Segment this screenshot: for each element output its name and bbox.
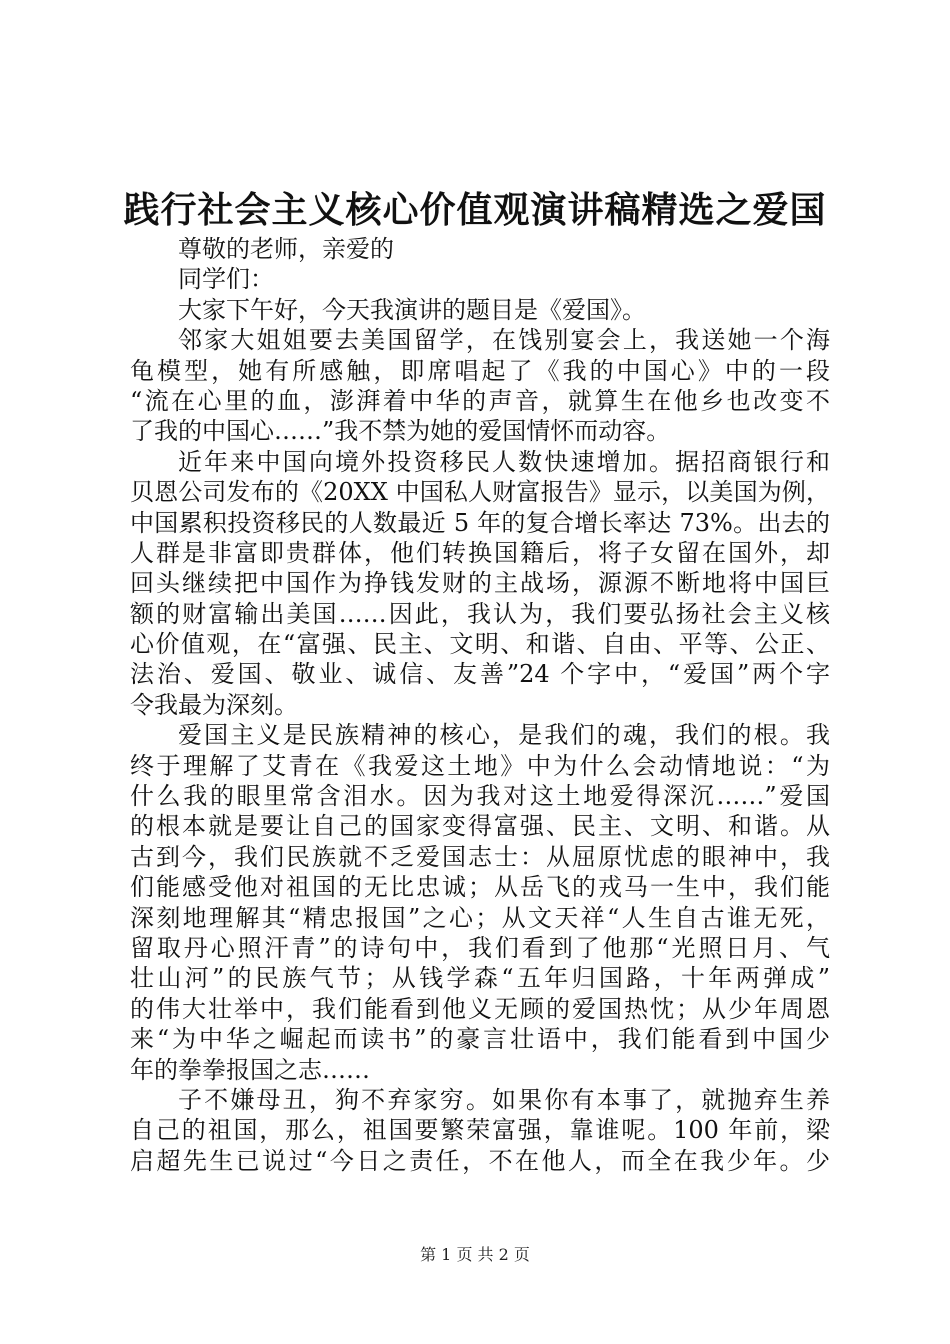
text-line: 古到今，我们民族就不乏爱国志士：从屈原忧虑的眼神中，我 [130,842,830,871]
text-line: 什么我的眼里常含泪水。因为我对这土地爱得深沉……”爱国 [130,782,830,811]
text-line: 深刻地理解其“精忠报国”之心；从文天祥“人生自古谁无死， [130,903,830,932]
text-line: 中国累积投资移民的人数最近 5 年的复合增长率达 73%。出去的 [130,508,830,537]
text-line: 们能感受他对祖国的无比忠诚；从岳飞的戎马一生中，我们能 [130,873,830,902]
text-line: 龟模型，她有所感触，即席唱起了《我的中国心》中的一段 [130,356,830,385]
text-line: 回头继续把中国作为挣钱发财的主战场，源源不断地将中国巨 [130,569,830,598]
text-line: 爱国主义是民族精神的核心，是我们的魂，我们的根。我 [178,721,830,750]
text-line: 自己的祖国，那么，祖国要繁荣富强，靠谁呢。100 年前，梁 [130,1116,830,1145]
text-line: 邻家大姐姐要去美国留学，在饯别宴会上，我送她一个海 [178,326,830,355]
text-line: 终于理解了艾青在《我爱这土地》中为什么会动情地说：“为 [130,751,830,780]
text-line: 大家下午好，今天我演讲的题目是《爱国》。 [178,295,646,324]
text-line: 令我最为深刻。 [130,690,298,719]
text-line: 贝恩公司发布的《20XX 中国私人财富报告》显示，以美国为例， [130,478,830,507]
text-line: 人群是非富即贵群体，他们转换国籍后，将子女留在国外，却 [130,538,830,567]
page-footer: 第 1 页 共 2 页 [420,1245,530,1264]
text-line: 同学们： [178,265,274,294]
text-line: 法治、爱国、敬业、诚信、友善”24 个字中，“爱国”两个字 [130,660,830,689]
text-line: 的伟大壮举中，我们能看到他义无顾的爱国热忱；从少年周恩 [130,994,830,1023]
text-line: 心价值观，在“富强、民主、文明、和谐、自由、平等、公正、 [130,630,830,659]
text-line: 额的财富输出美国……因此，我认为，我们要弘扬社会主义核 [130,599,830,628]
text-line: 年的拳拳报国之志…… [130,1055,370,1084]
document-title: 践行社会主义核心价值观演讲稿精选之爱国 [123,189,827,231]
text-line: 的根本就是要让自己的国家变得富强、民主、文明、和谐。从 [130,812,830,841]
text-line: 近年来中国向境外投资移民人数快速增加。据招商银行和 [178,447,830,476]
text-line: 子不嫌母丑，狗不弃家穷。如果你有本事了，就抛弃生养 [178,1085,830,1114]
text-line: 启超先生已说过“今日之责任，不在他人，而全在我少年。少 [130,1146,830,1175]
text-line: “流在心里的血，澎湃着中华的声音，就算生在他乡也改变不 [130,386,830,415]
document-body [130,234,830,1176]
text-line: 了我的中国心……”我不禁为她的爱国情怀而动容。 [130,417,671,446]
text-line: 留取丹心照汗青”的诗句中，我们看到了他那“光照日月、气 [130,933,830,962]
text-line: 尊敬的老师，亲爱的 [178,235,394,263]
text-line: 壮山河”的民族气节；从钱学森“五年归国路，十年两弹成” [130,964,830,993]
text-line: 来“为中华之崛起而读书”的豪言壮语中，我们能看到中国少 [130,1025,830,1054]
